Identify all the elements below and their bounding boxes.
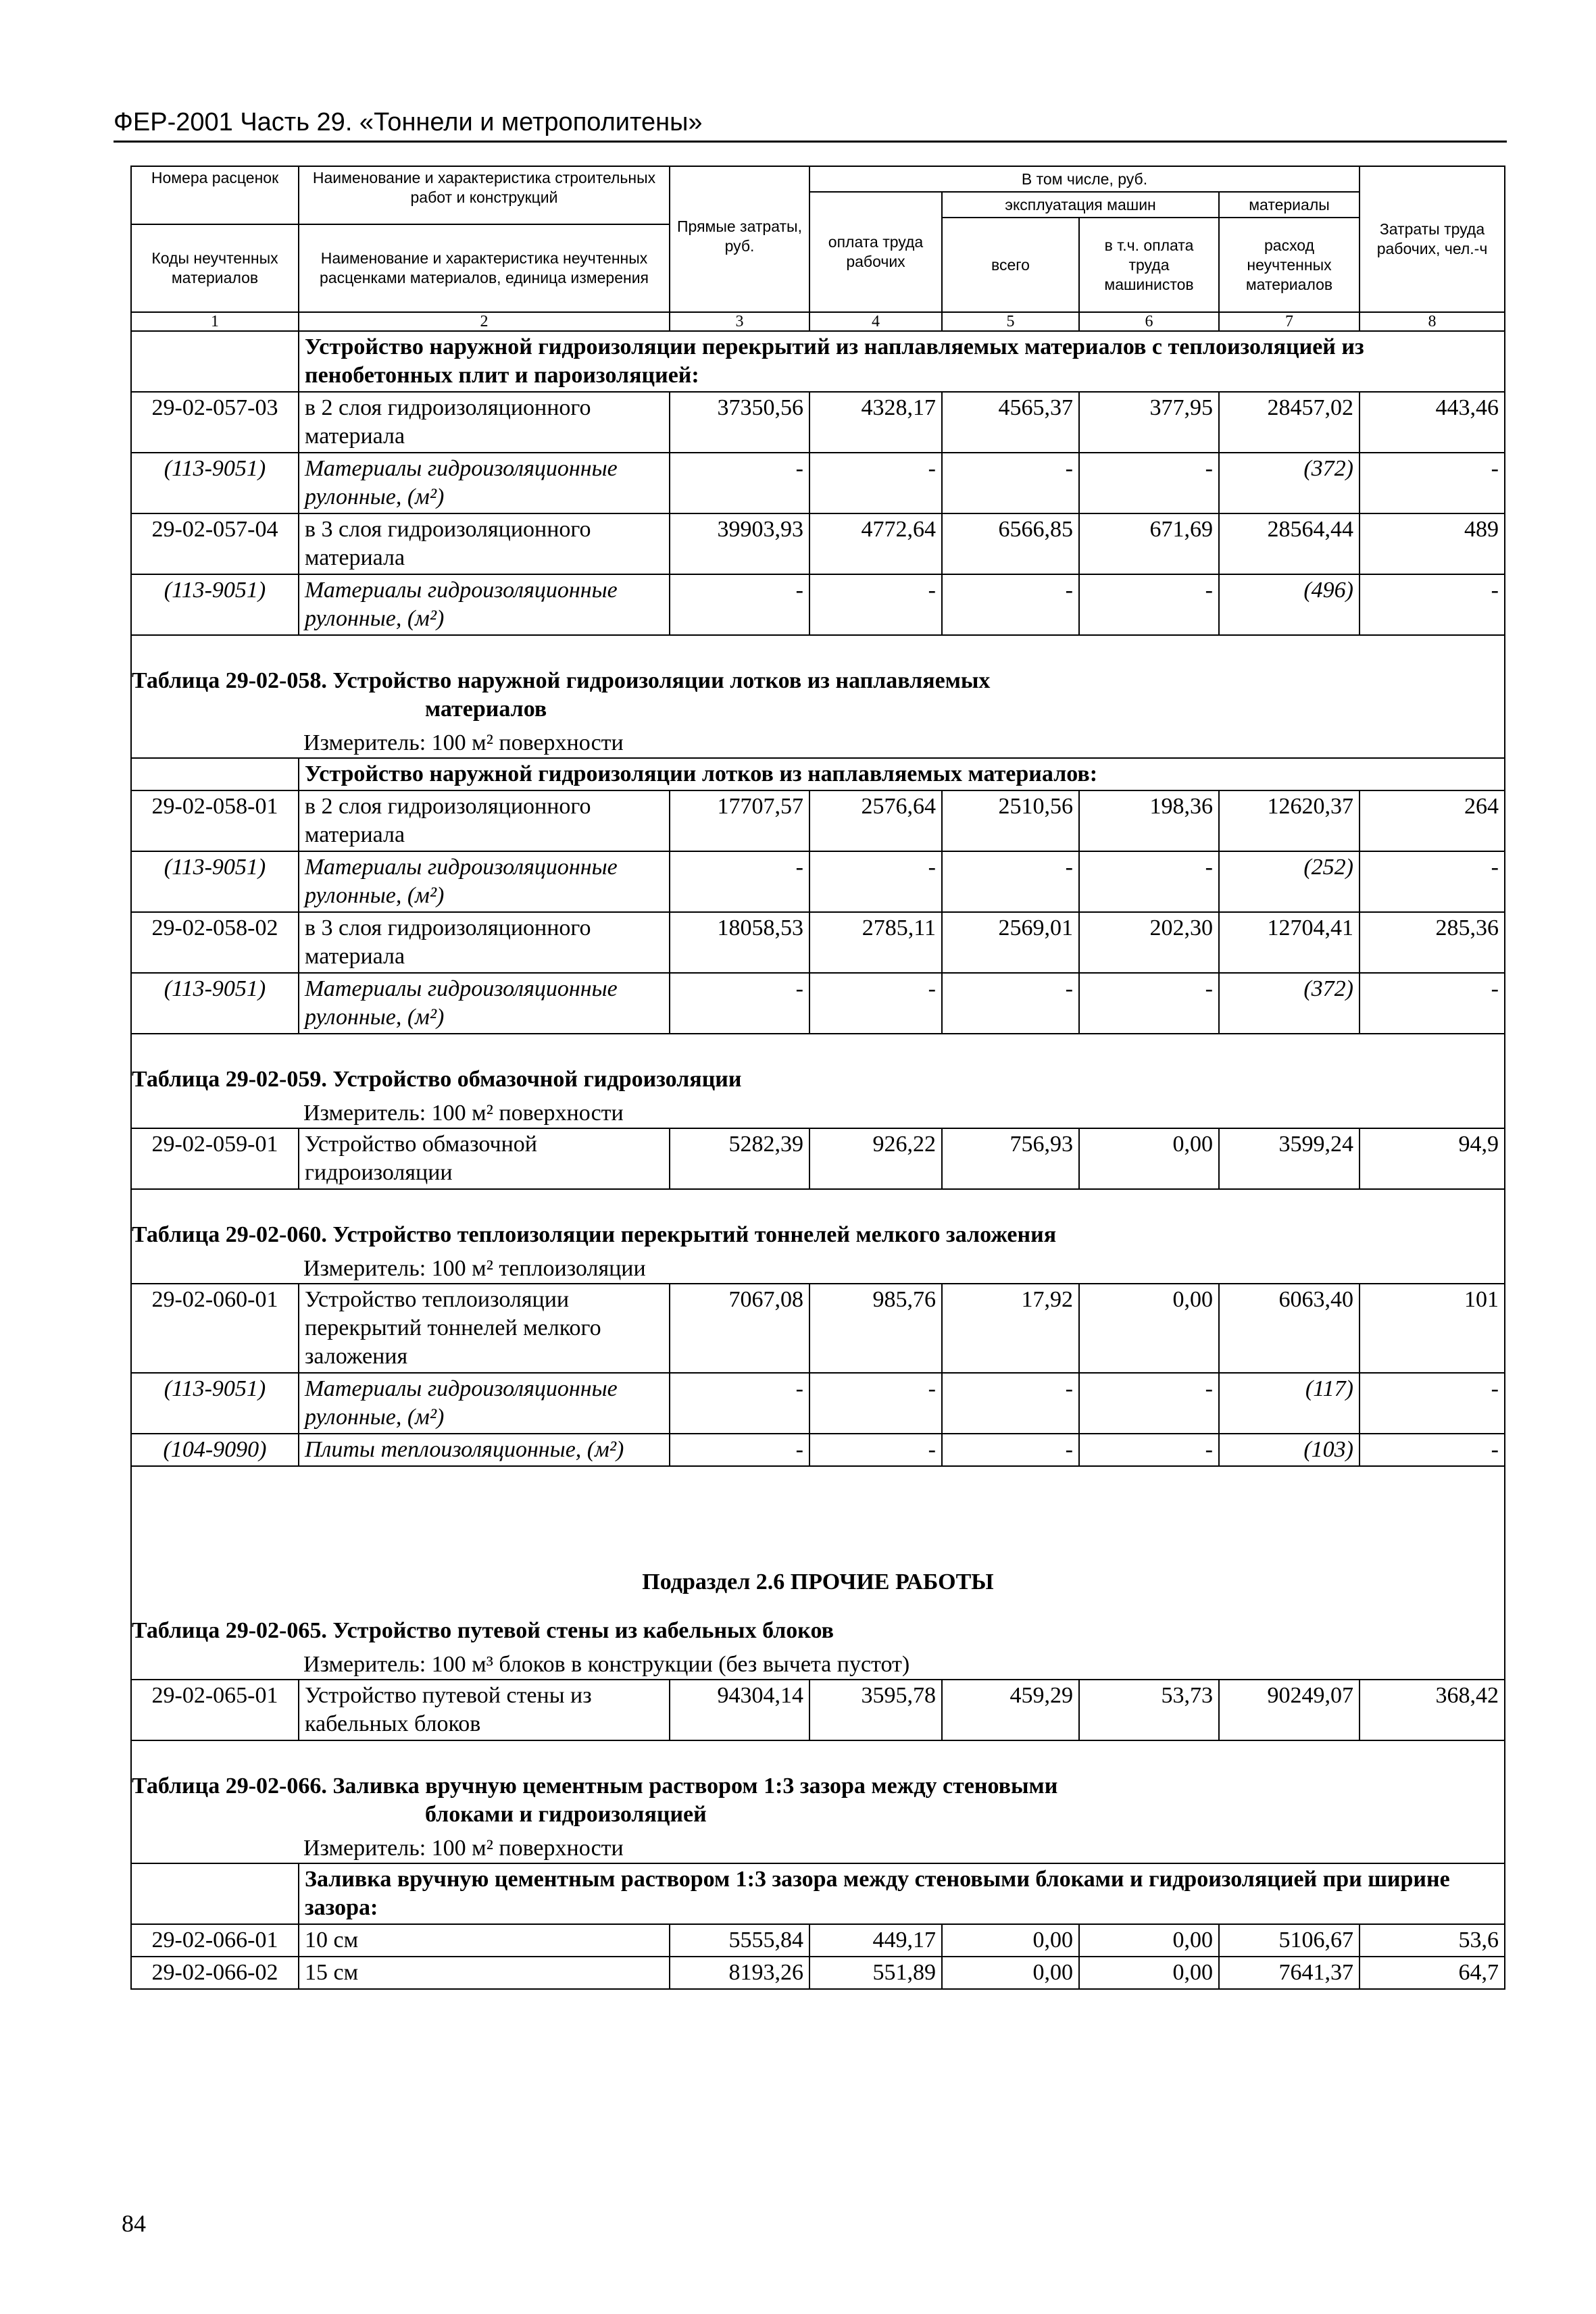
machine-cost: 0,00 [942, 1957, 1079, 1989]
rate-code: 29-02-059-01 [131, 1128, 299, 1189]
material-cost: 28457,02 [1219, 392, 1360, 453]
header-materials: материалы [1219, 192, 1360, 218]
man-hours: 368,42 [1360, 1680, 1505, 1740]
man-hours: 489 [1360, 513, 1505, 574]
rate-code: 29-02-058-02 [131, 912, 299, 973]
machine-cost: 17,92 [942, 1284, 1079, 1373]
header-rule [114, 141, 1507, 143]
direct-cost: 5282,39 [670, 1128, 809, 1189]
col-number: 3 [670, 312, 809, 331]
machinist-labor: - [1079, 1373, 1219, 1434]
direct-cost: 8193,26 [670, 1957, 809, 1989]
man-hours: 443,46 [1360, 392, 1505, 453]
material-consumption: (372) [1219, 973, 1360, 1034]
material-code: (113-9051) [131, 453, 299, 513]
machinist-labor: 671,69 [1079, 513, 1219, 574]
material-consumption: (103) [1219, 1434, 1360, 1466]
header-name-bottom: Наименование и характеристика неучтенных расценками материалов, единица измерения [299, 224, 670, 312]
section-spacer [131, 1863, 299, 1924]
header-manhours: Затраты труда рабочих, чел.-ч [1360, 166, 1505, 312]
table-title: Таблица 29-02-059. Устройство обмазочной гидроизоляции [131, 1034, 1505, 1099]
table-row [131, 851, 1505, 912]
measure-unit: Измеритель: 100 м³ блоков в конструкции (без вычета пустот) [131, 1651, 1505, 1680]
table-row [131, 392, 1505, 453]
section-spacer [131, 331, 299, 392]
machine-cost: - [942, 1434, 1079, 1466]
col-number: 4 [809, 312, 942, 331]
rate-name: в 2 слоя гидроизоляционного материала [299, 790, 670, 851]
material-code: (113-9051) [131, 973, 299, 1034]
machine-cost: 4565,37 [942, 392, 1079, 453]
machinist-labor: 0,00 [1079, 1924, 1219, 1957]
labor-cost: 2785,11 [809, 912, 942, 973]
page-number: 84 [122, 2210, 146, 2237]
table-row [131, 574, 1505, 635]
col-number: 1 [131, 312, 299, 331]
man-hours: 264 [1360, 790, 1505, 851]
direct-cost: - [670, 1434, 809, 1466]
table-title: Таблица 29-02-065. Устройство путевой стены из кабельных блоков [131, 1617, 1505, 1651]
man-hours: - [1360, 453, 1505, 513]
machine-cost: 2510,56 [942, 790, 1079, 851]
direct-cost: 18058,53 [670, 912, 809, 973]
machinist-labor: 377,95 [1079, 392, 1219, 453]
table-row [131, 973, 1505, 1034]
measure-unit: Измеритель: 100 м² теплоизоляции [131, 1255, 1505, 1284]
col-number: 5 [942, 312, 1079, 331]
section-spacer [131, 758, 299, 790]
rates-table [130, 166, 1505, 1990]
machinist-labor: 53,73 [1079, 1680, 1219, 1740]
material-code: (113-9051) [131, 851, 299, 912]
material-name: Материалы гидроизоляционные рулонные, (м²) [299, 851, 670, 912]
direct-cost: 5555,84 [670, 1924, 809, 1957]
material-cost: 28564,44 [1219, 513, 1360, 574]
machinist-labor: 0,00 [1079, 1284, 1219, 1373]
header-machines: эксплуатация машин [942, 192, 1219, 218]
labor-cost: 985,76 [809, 1284, 942, 1373]
machine-cost: 459,29 [942, 1680, 1079, 1740]
machinist-labor: - [1079, 1434, 1219, 1466]
rate-name: 15 см [299, 1957, 670, 1989]
measure-unit: Измеритель: 100 м² поверхности [131, 729, 1505, 758]
table-row [131, 1924, 1505, 1957]
table-row [131, 1957, 1505, 1989]
table-row [131, 790, 1505, 851]
table-title [131, 1740, 1505, 1834]
header-code-top: Номера расценок [131, 166, 299, 224]
labor-cost: 926,22 [809, 1128, 942, 1189]
direct-cost: 7067,08 [670, 1284, 809, 1373]
material-cost: 6063,40 [1219, 1284, 1360, 1373]
col-number: 6 [1079, 312, 1219, 331]
material-name: Материалы гидроизоляционные рулонные, (м²) [299, 574, 670, 635]
table-row [131, 453, 1505, 513]
machinist-labor: 0,00 [1079, 1128, 1219, 1189]
man-hours: 285,36 [1360, 912, 1505, 973]
labor-cost: - [809, 1434, 942, 1466]
machinist-labor: 202,30 [1079, 912, 1219, 973]
material-cost: 12704,41 [1219, 912, 1360, 973]
table-row [131, 513, 1505, 574]
rate-code: 29-02-065-01 [131, 1680, 299, 1740]
direct-cost: 39903,93 [670, 513, 809, 574]
labor-cost: 3595,78 [809, 1680, 942, 1740]
material-name: Плиты теплоизоляционные, (м²) [299, 1434, 670, 1466]
direct-cost: 37350,56 [670, 392, 809, 453]
table-row [131, 1284, 1505, 1373]
direct-cost: - [670, 851, 809, 912]
material-name: Материалы гидроизоляционные рулонные, (м²) [299, 1373, 670, 1434]
machinist-labor: 198,36 [1079, 790, 1219, 851]
page-header: ФЕР-2001 Часть 29. «Тоннели и метрополитены» [114, 108, 703, 136]
machine-cost: 756,93 [942, 1128, 1079, 1189]
header-mat-consumption: расход неучтенных материалов [1219, 218, 1360, 312]
material-name: Материалы гидроизоляционные рулонные, (м²) [299, 453, 670, 513]
header-direct: Прямые затраты, руб. [670, 166, 809, 305]
table-row [131, 1128, 1505, 1189]
material-consumption: (496) [1219, 574, 1360, 635]
labor-cost: - [809, 973, 942, 1034]
labor-cost: 551,89 [809, 1957, 942, 1989]
material-code: (113-9051) [131, 1373, 299, 1434]
rate-name: в 3 слоя гидроизоляционного материала [299, 513, 670, 574]
rate-code: 29-02-058-01 [131, 790, 299, 851]
rate-code: 29-02-057-03 [131, 392, 299, 453]
table-row [131, 1373, 1505, 1434]
table-title-line: блоками и гидроизоляцией [425, 1802, 707, 1827]
machine-cost: 6566,85 [942, 513, 1079, 574]
material-consumption: (372) [1219, 453, 1360, 513]
header-name-top: Наименование и характеристика строительных работ и конструкций [299, 166, 670, 224]
header-mach-labor: в т.ч. оплата труда машинистов [1079, 218, 1219, 312]
machine-cost: - [942, 574, 1079, 635]
machine-cost: 0,00 [942, 1924, 1079, 1957]
machine-cost: - [942, 851, 1079, 912]
labor-cost: - [809, 574, 942, 635]
measure-unit: Измеритель: 100 м² поверхности [131, 1099, 1505, 1128]
table-title-line: Таблица 29-02-066. Заливка вручную цементным раствором 1:3 зазора между стеновыми [132, 1774, 1058, 1799]
table-row [131, 1434, 1505, 1466]
table-title-line: материалов [425, 697, 547, 722]
material-code: (104-9090) [131, 1434, 299, 1466]
labor-cost: - [809, 851, 942, 912]
labor-cost: 2576,64 [809, 790, 942, 851]
table-row [131, 1680, 1505, 1740]
col-number: 8 [1360, 312, 1505, 331]
rate-name: в 3 слоя гидроизоляционного материала [299, 912, 670, 973]
material-cost: 90249,07 [1219, 1680, 1360, 1740]
material-consumption: (117) [1219, 1373, 1360, 1434]
rate-code: 29-02-060-01 [131, 1284, 299, 1373]
rate-name: Устройство теплоизоляции перекрытий тоннелей мелкого заложения [299, 1284, 670, 1373]
col-number: 2 [299, 312, 670, 331]
section-heading: Устройство наружной гидроизоляции лотков из наплавляемых материалов: [299, 758, 1505, 790]
direct-cost: - [670, 574, 809, 635]
col-number: 7 [1219, 312, 1360, 331]
material-name: Материалы гидроизоляционные рулонные, (м²) [299, 973, 670, 1034]
man-hours: - [1360, 1434, 1505, 1466]
direct-cost: - [670, 453, 809, 513]
man-hours: 64,7 [1360, 1957, 1505, 1989]
direct-cost: - [670, 973, 809, 1034]
table-row [131, 912, 1505, 973]
direct-cost: 94304,14 [670, 1680, 809, 1740]
machine-cost: - [942, 1373, 1079, 1434]
labor-cost: 4772,64 [809, 513, 942, 574]
man-hours: 101 [1360, 1284, 1505, 1373]
machine-cost: 2569,01 [942, 912, 1079, 973]
rate-code: 29-02-066-01 [131, 1924, 299, 1957]
header-direct-spacer [670, 305, 809, 312]
section-heading: Устройство наружной гидроизоляции перекрытий из наплавляемых материалов с теплоизоляцией из пенобетонных плит и пароизоляцией: [299, 331, 1505, 392]
rate-name: Устройство обмазочной гидроизоляции [299, 1128, 670, 1189]
rate-name: 10 см [299, 1924, 670, 1957]
material-cost: 12620,37 [1219, 790, 1360, 851]
table-title: Таблица 29-02-060. Устройство теплоизоляции перекрытий тоннелей мелкого заложения [131, 1189, 1505, 1255]
material-consumption: (252) [1219, 851, 1360, 912]
section-heading: Заливка вручную цементным раствором 1:3 зазора между стеновыми блоками и гидроизоляцией при ширине зазора: [299, 1863, 1505, 1924]
direct-cost: - [670, 1373, 809, 1434]
header-labor: оплата труда рабочих [809, 192, 942, 312]
material-code: (113-9051) [131, 574, 299, 635]
machinist-labor: 0,00 [1079, 1957, 1219, 1989]
table-title-line: Таблица 29-02-058. Устройство наружной гидроизоляции лотков из наплавляемых [132, 668, 991, 693]
direct-cost: 17707,57 [670, 790, 809, 851]
rate-name: в 2 слоя гидроизоляционного материала [299, 392, 670, 453]
machinist-labor: - [1079, 574, 1219, 635]
man-hours: - [1360, 1373, 1505, 1434]
labor-cost: - [809, 1373, 942, 1434]
rate-code: 29-02-066-02 [131, 1957, 299, 1989]
man-hours: - [1360, 851, 1505, 912]
labor-cost: - [809, 453, 942, 513]
machine-cost: - [942, 973, 1079, 1034]
material-cost: 7641,37 [1219, 1957, 1360, 1989]
rate-name: Устройство путевой стены из кабельных блоков [299, 1680, 670, 1740]
material-cost: 3599,24 [1219, 1128, 1360, 1189]
machine-cost: - [942, 453, 1079, 513]
header-including: В том числе, руб. [809, 166, 1360, 192]
header-mach-total: всего [942, 218, 1079, 312]
machinist-labor: - [1079, 851, 1219, 912]
labor-cost: 4328,17 [809, 392, 942, 453]
measure-unit: Измеритель: 100 м² поверхности [131, 1834, 1505, 1863]
machinist-labor: - [1079, 973, 1219, 1034]
material-cost: 5106,67 [1219, 1924, 1360, 1957]
rate-code: 29-02-057-04 [131, 513, 299, 574]
machinist-labor: - [1079, 453, 1219, 513]
subsection-heading: Подраздел 2.6 ПРОЧИЕ РАБОТЫ [131, 1466, 1505, 1617]
table-title [131, 635, 1505, 729]
man-hours: - [1360, 574, 1505, 635]
man-hours: 53,6 [1360, 1924, 1505, 1957]
man-hours: - [1360, 973, 1505, 1034]
man-hours: 94,9 [1360, 1128, 1505, 1189]
labor-cost: 449,17 [809, 1924, 942, 1957]
header-code-bottom: Коды неучтенных материалов [131, 224, 299, 312]
